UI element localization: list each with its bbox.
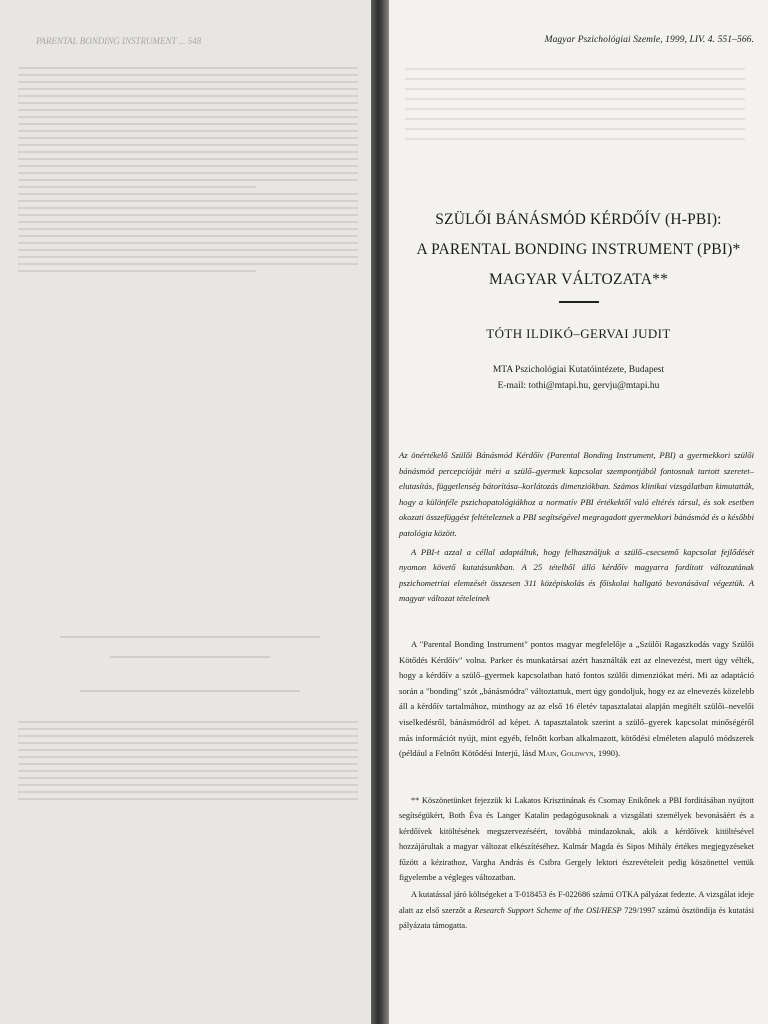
- abstract: [399, 448, 754, 607]
- left-page-bleed-text: [18, 716, 358, 805]
- left-page-bleed-title: [60, 636, 320, 638]
- affiliation: [389, 362, 768, 394]
- title-line-2: A PARENTAL BONDING INSTRUMENT (PBI)*: [416, 241, 741, 258]
- title-divider: [559, 301, 599, 303]
- institute: MTA Pszichológiai Kutatóintézete, Budapest: [492, 365, 665, 375]
- abstract-paragraph: Az önértékelő Szülői Bánásmód Kérdőív (Parental Bonding Instrument, PBI) a gyermekkori szülői bánásmód percepcióját méri a szülő–gyermek kapcsolat szempontjából fontosnak tartott szeretet–elutasítás, függetlenség bátorítása–korlátozás dimenziókban. Számos klinikai vizsgálatban kimutatták, hogy a különféle pszichopatológiákhoz a normatív PBI értékektől való eltérés társul, és sok esetben okozati összefüggést feltételeznek a PBI segítségével megragadott gyermekkori bánásmód és a későbbi patológia között.: [399, 450, 754, 538]
- funding-text: 729/1997 számú ösztöndíja és kutatási pályázata támogatta.: [399, 905, 755, 931]
- abstract-paragraph: A PBI-t azzal a céllal adaptáltuk, hogy felhasználjuk a szülő–csecsemő kapcsolat fejlődését nyomon követő kutatásunkban. A 25 tételből álló kérdőív magyarra fordított változatának pszichometriai elemzését összesen 311 középiskolás és főiskolai hallgató bevonásával végeztük. A magyar változat tételeinek: [399, 546, 754, 604]
- book-spine: [371, 0, 389, 1024]
- left-page-bleed-text: [18, 62, 358, 277]
- right-page-bleed-text: [405, 60, 745, 148]
- footnotes: [399, 793, 754, 934]
- authors: TÓTH ILDIKÓ–GERVAI JUDIT: [486, 326, 671, 341]
- left-page: [0, 0, 378, 1024]
- article-title: [389, 205, 768, 303]
- body-text: [399, 637, 754, 762]
- citation: Main, Goldwyn, 1990).: [538, 748, 621, 759]
- left-page-bleed-title: [110, 656, 270, 658]
- body-paragraph: [399, 637, 754, 762]
- left-page-header: PARENTAL BONDING INSTRUMENT ... 548: [36, 36, 202, 46]
- title-line-3: MAGYAR VÁLTOZATA**: [488, 271, 669, 288]
- funding-text: A kutatással járó költségeket a T-018453 és F-022686 számú OTKA pályázat fedezte. A vizsgálat ideje alatt az első szerzőt a: [399, 890, 754, 915]
- body-text-run: A "Parental Bonding Instrument" pontos magyar megfelelője a „Szülői Ragaszkodás vagy Szülői Kötődés Kérdőív" volna. Parker és munkatársai azért használták ezt az elnevezést, mert úgy vélték, hogy a kérdőív a szülő–gyermek kapcsolatban ható fontos szülői dimenziókat méri. Mi az adaptáció során a "bonding" szót „bánásmódra" változtattuk, mert úgy gondoljuk, hogy ez az elnevezés közelebb áll a kérdőív tartalmához, minthogy az az első 16 életév tapasztalatai alapján megítélt szülői–nevelői viselkedésről, bánásmódról ad képet. A tapasztalatok szerint a szülő–gyerek kapcsolat minőségéről más információt nyújt, mint egyéb, felnőtt korban alkalmazott, kötődési elméleten alapuló módszerek (például a Felnőtt Kötődési Interjú, lásd: [399, 639, 754, 759]
- left-page-bleed-title: [80, 690, 300, 692]
- acknowledgement-note: ** Köszönetünket fejezzük ki Lakatos Krisztinának és Csomay Enikőnek a PBI fordításában nyújtott segítségükért, Both Éva és Langer Katalin pedagógusoknak a vizsgálati személyek bevonásáért és a kérdőívek kitöltésének megszervezéséért, továbbá mindazoknak, akik a kérdőívek kitöltésével hozzájárultak a magyar változat elkészítéséhez. Kalmár Magda és Sipos Mihály értékes megjegyzéseket fűzött a kézirathoz, Vargha András és Csibra Gergely lektori észrevételeit pedig köszönettel vettük figyelembe a végleges változatban.: [399, 796, 754, 883]
- email: E-mail: tothi@mtapi.hu, gervju@mtapi.hu: [497, 381, 660, 391]
- journal-reference: Magyar Pszichológiai Szemle, 1999, LIV. 4. 551–566.: [544, 35, 754, 45]
- funding-note: [399, 887, 754, 933]
- funding-program: Research Support Scheme of the OSI/HESP: [474, 905, 622, 915]
- title-line-1: SZÜLŐI BÁNÁSMÓD KÉRDŐÍV (H-PBI):: [435, 211, 722, 228]
- right-page: [389, 0, 768, 1024]
